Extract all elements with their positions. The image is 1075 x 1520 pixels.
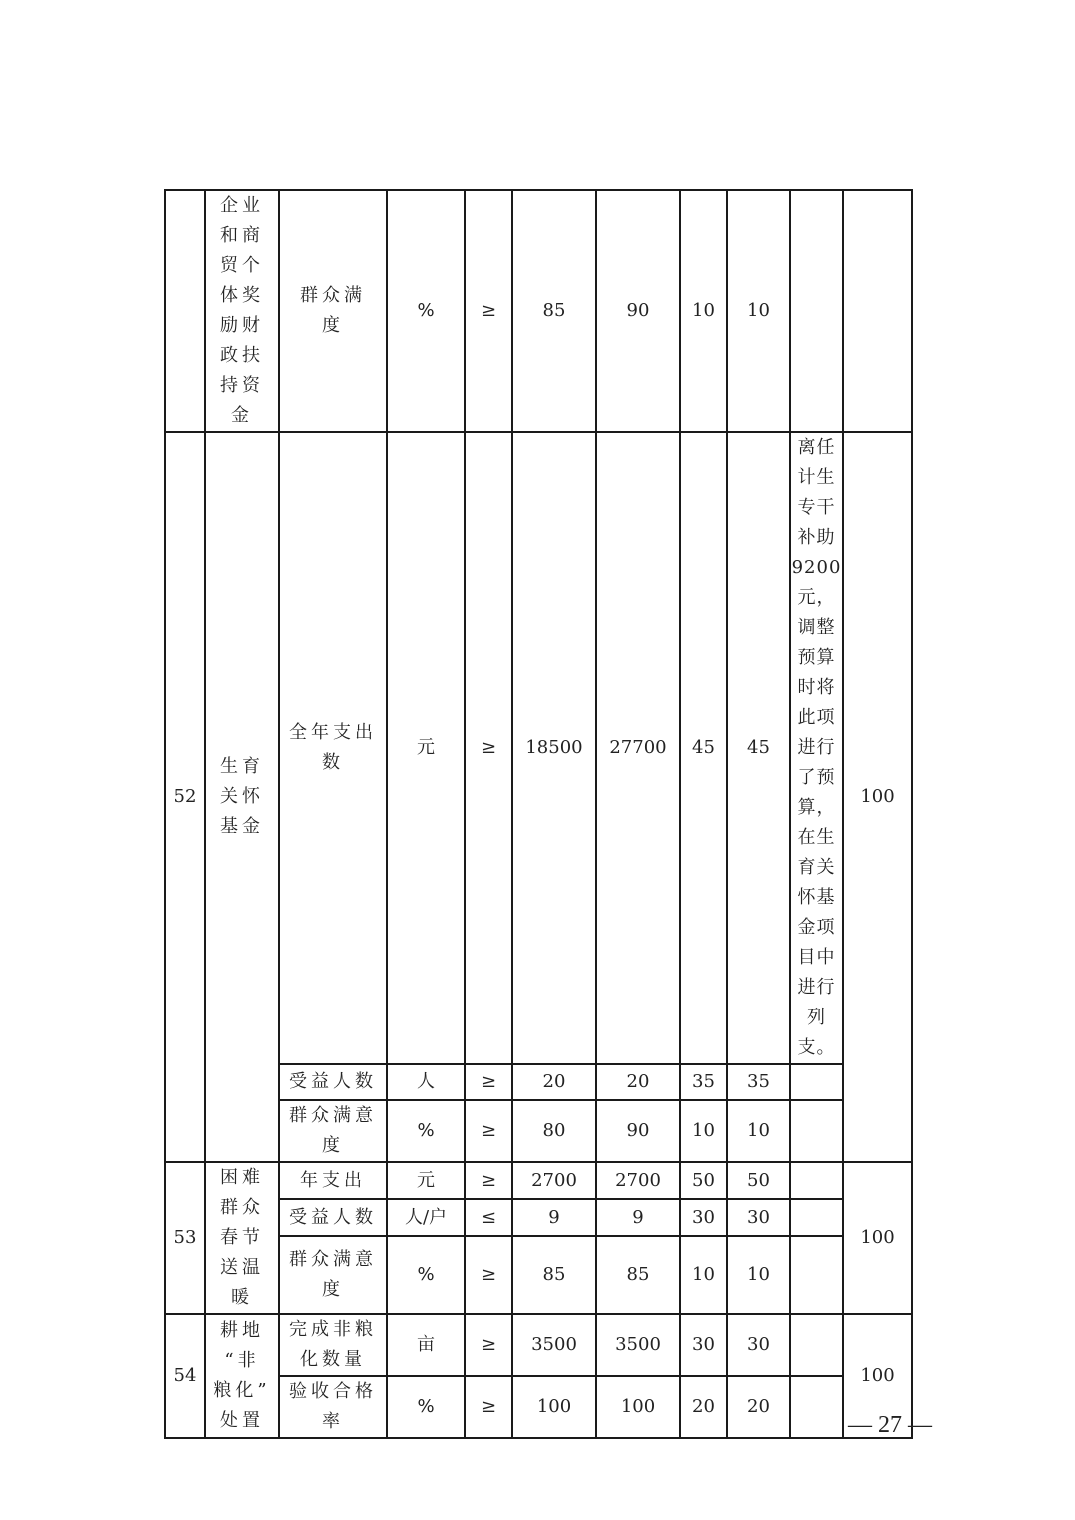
operator-cell: ≥: [465, 190, 512, 432]
score-cell: 30: [727, 1314, 790, 1376]
target-value-cell: 20: [512, 1064, 596, 1100]
unit-cell: %: [387, 1100, 465, 1162]
actual-value-cell: 3500: [596, 1314, 680, 1376]
actual-value-cell: 90: [596, 1100, 680, 1162]
indicator-cell: 群众满意 度: [279, 1100, 387, 1162]
performance-table: [164, 189, 913, 1439]
score-cell: 10: [727, 1236, 790, 1314]
target-value-cell: 85: [512, 190, 596, 432]
operator-cell: ≥: [465, 1236, 512, 1314]
weight-cell: 50: [680, 1162, 727, 1199]
actual-value-cell: 20: [596, 1064, 680, 1100]
table-row: [165, 1162, 912, 1199]
note-cell: [790, 1314, 843, 1376]
note-cell: [790, 1064, 843, 1100]
actual-value-cell: 2700: [596, 1162, 680, 1199]
score-cell: 35: [727, 1064, 790, 1100]
table-row: [165, 190, 912, 432]
score-cell: 10: [727, 190, 790, 432]
note-cell: [790, 1376, 843, 1438]
score-cell: 20: [727, 1376, 790, 1438]
score-cell: 45: [727, 432, 790, 1064]
indicator-cell: 全年支出 数: [279, 432, 387, 1064]
project-name-cell: 困难 群众 春节 送温 暖: [205, 1162, 279, 1314]
score-cell: 50: [727, 1162, 790, 1199]
project-name-cell: 生育 关怀 基金: [205, 432, 279, 1162]
actual-value-cell: 27700: [596, 432, 680, 1064]
indicator-cell: 验收合格 率: [279, 1376, 387, 1438]
table-row: [165, 1314, 912, 1376]
actual-value-cell: 85: [596, 1236, 680, 1314]
total-score-cell: 100: [843, 1314, 912, 1438]
target-value-cell: 85: [512, 1236, 596, 1314]
weight-cell: 30: [680, 1199, 727, 1235]
score-cell: 10: [727, 1100, 790, 1162]
weight-cell: 10: [680, 190, 727, 432]
actual-value-cell: 9: [596, 1199, 680, 1235]
project-name-cell: 企业 和商 贸个 体奖 励财 政扶 持资 金: [205, 190, 279, 432]
target-value-cell: 80: [512, 1100, 596, 1162]
unit-cell: 人/户: [387, 1199, 465, 1235]
table-row: [165, 432, 912, 1064]
seq-cell: 54: [165, 1314, 205, 1438]
unit-cell: %: [387, 1236, 465, 1314]
indicator-cell: 群众满意 度: [279, 1236, 387, 1314]
note-cell: [790, 1100, 843, 1162]
operator-cell: ≥: [465, 1100, 512, 1162]
indicator-cell: 年支出: [279, 1162, 387, 1199]
indicator-cell: 群众满 度: [279, 190, 387, 432]
indicator-cell: 完成非粮 化数量: [279, 1314, 387, 1376]
target-value-cell: 100: [512, 1376, 596, 1438]
operator-cell: ≥: [465, 1376, 512, 1438]
score-cell: 30: [727, 1199, 790, 1235]
total-score-cell: 100: [843, 1162, 912, 1314]
project-name-cell: 耕地 “非 粮化” 处置: [205, 1314, 279, 1438]
operator-cell: ≥: [465, 1314, 512, 1376]
note-cell: [790, 1236, 843, 1314]
operator-cell: ≥: [465, 1162, 512, 1199]
seq-cell: [165, 190, 205, 432]
unit-cell: 元: [387, 432, 465, 1064]
note-cell: 离任 计生 专干 补助 9200 元， 调整 预算 时将 此项 进行 了预 算， 在生 育关 怀基 金项 目中 进行 列 支。: [790, 432, 843, 1064]
total-score-cell: 100: [843, 432, 912, 1162]
note-cell: [790, 1199, 843, 1235]
unit-cell: %: [387, 190, 465, 432]
operator-cell: ≥: [465, 432, 512, 1064]
indicator-cell: 受益人数: [279, 1064, 387, 1100]
weight-cell: 35: [680, 1064, 727, 1100]
weight-cell: 10: [680, 1100, 727, 1162]
weight-cell: 30: [680, 1314, 727, 1376]
page-number: — 27 —: [848, 1412, 932, 1438]
actual-value-cell: 100: [596, 1376, 680, 1438]
seq-cell: 53: [165, 1162, 205, 1314]
note-cell: [790, 190, 843, 432]
unit-cell: 人: [387, 1064, 465, 1100]
note-cell: [790, 1162, 843, 1199]
unit-cell: 元: [387, 1162, 465, 1199]
actual-value-cell: 90: [596, 190, 680, 432]
unit-cell: 亩: [387, 1314, 465, 1376]
operator-cell: ≥: [465, 1064, 512, 1100]
indicator-cell: 受益人数: [279, 1199, 387, 1235]
operator-cell: ≤: [465, 1199, 512, 1235]
weight-cell: 10: [680, 1236, 727, 1314]
weight-cell: 20: [680, 1376, 727, 1438]
total-score-cell: [843, 190, 912, 432]
unit-cell: %: [387, 1376, 465, 1438]
target-value-cell: 2700: [512, 1162, 596, 1199]
weight-cell: 45: [680, 432, 727, 1064]
target-value-cell: 3500: [512, 1314, 596, 1376]
target-value-cell: 9: [512, 1199, 596, 1235]
target-value-cell: 18500: [512, 432, 596, 1064]
seq-cell: 52: [165, 432, 205, 1162]
